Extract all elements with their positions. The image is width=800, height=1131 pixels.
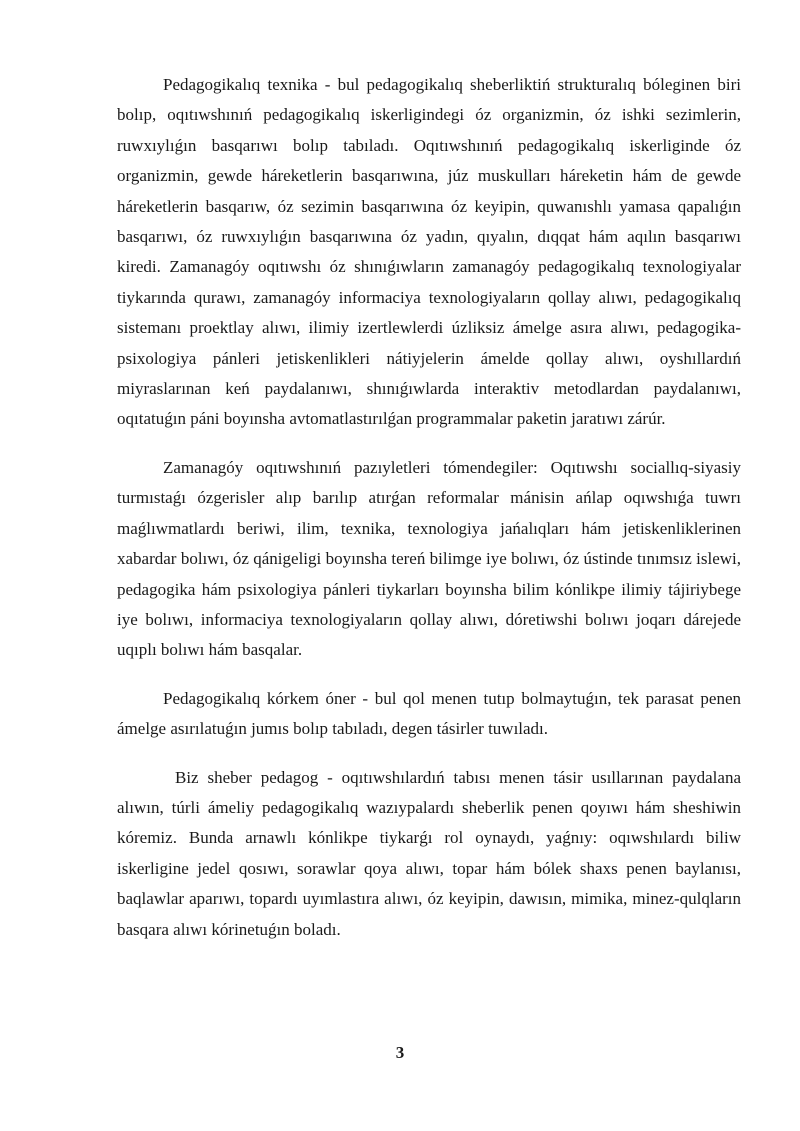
paragraph-skilled-pedagogue: Biz sheber pedagog - oqıtıwshılardıń tabısı menen tásir usıllarınan paydalana alıwın, túrli ámeliy pedagogikalıq wazıypalardı sheberlik penen qoyıwı hám sheshiwin kóremiz. Bunda arnawlı kónlikpe tiykarǵı rol oynaydı, yaǵnıy: oqıwshılardı biliw iskerligine jedel qosıwı, sorawlar qoya alıwı, topar hám bólek shaxs penen baylanısı, baqlawlar aparıwı, topardı uyımlastıra alıwı, óz keyipin, dawısın, mimika, minez-qulqların basqara alıwı kórinetuǵın boladı.	[117, 767, 741, 939]
page-number: 3	[395, 1043, 405, 1062]
document-body	[117, 70, 741, 945]
paragraph-pedagogical-art: Pedagogikalıq kórkem óner - bul qol menen tutıp bolmaytuǵın, tek parasat penen ámelge asırılatuǵın jumıs bolıp tabıladı, degen tásirler tuwıladı.	[117, 688, 741, 739]
paragraph-modern-teacher-qualities: Zamanagóy oqıtıwshınıń pazıyletleri tómendegiler: Oqıtıwshı sociallıq-siyasiy turmıstaǵı ózgerisler alıp barılıp atırǵan reformalar mánisin ańlap oqıwshıǵa tuwrı maǵlıwmatlardı beriwi, ilim, texnika, texnologiya jańalıqları hám jetiskenliklerinen xabardar bolıwı, óz qánigeligi boyınsha tereń bilimge iye bolıwı, óz ústinde tınımsız islewi, pedagogika hám psixologiya pánleri tiykarları boyınsha bilim kónlikpe ilimiy tájiriybege iye bolıwı, informaciya texnologiyaların qollay alıwı, dóretiwshi bolıwı joqarı dárejede uqıplı bolıwı hám basqalar.	[117, 457, 741, 660]
paragraph-pedagogical-technique: Pedagogikalıq texnika - bul pedagogikalıq sheberliktiń strukturalıq bóleginen biri bolıp, oqıtıwshınıń pedagogikalıq iskerligindegi óz organizmin, óz ishki sezimlerin, ruwxıylıǵın basqarıwı bolıp tabıladı. Oqıtıwshınıń pedagogikalıq iskerliginde óz organizmin, gewde háreketlerin basqarıwına, júz muskulları háreketin hám de gewde háreketlerin basqarıw, óz sezimin basqarıwına óz keyipin, quwanıshlı yamasa qapalıǵın basqarıwı, óz ruwxıylıǵın basqarıwına óz yadın, qıyalın, dıqqat hám aqılın basqarıwı kiredi. Zamanagóy oqıtıwshı óz shınıǵıwların zamanagóy pedagogikalıq texnologiyalar tiykarında qurawı, zamanagóy informaciya texnologiyaların qollay alıwı, pedagogikalıq sistemanı proektlay alıwı, ilimiy izertlewlerdi úzliksiz ámelge asıra alıwı, pedagogika-psixologiya pánleri jetiskenlikleri nátiyjelerin ámelde qollay alıwı, oyshıllardıń miyraslarınan keń paydalanıwı, shınıǵıwlarda interaktiv metodlardan paydalanıwı, oqıtatuǵın páni boyınsha avtomatlastırılǵan programmalar paketin jaratıwı zárúr.	[117, 75, 741, 429]
